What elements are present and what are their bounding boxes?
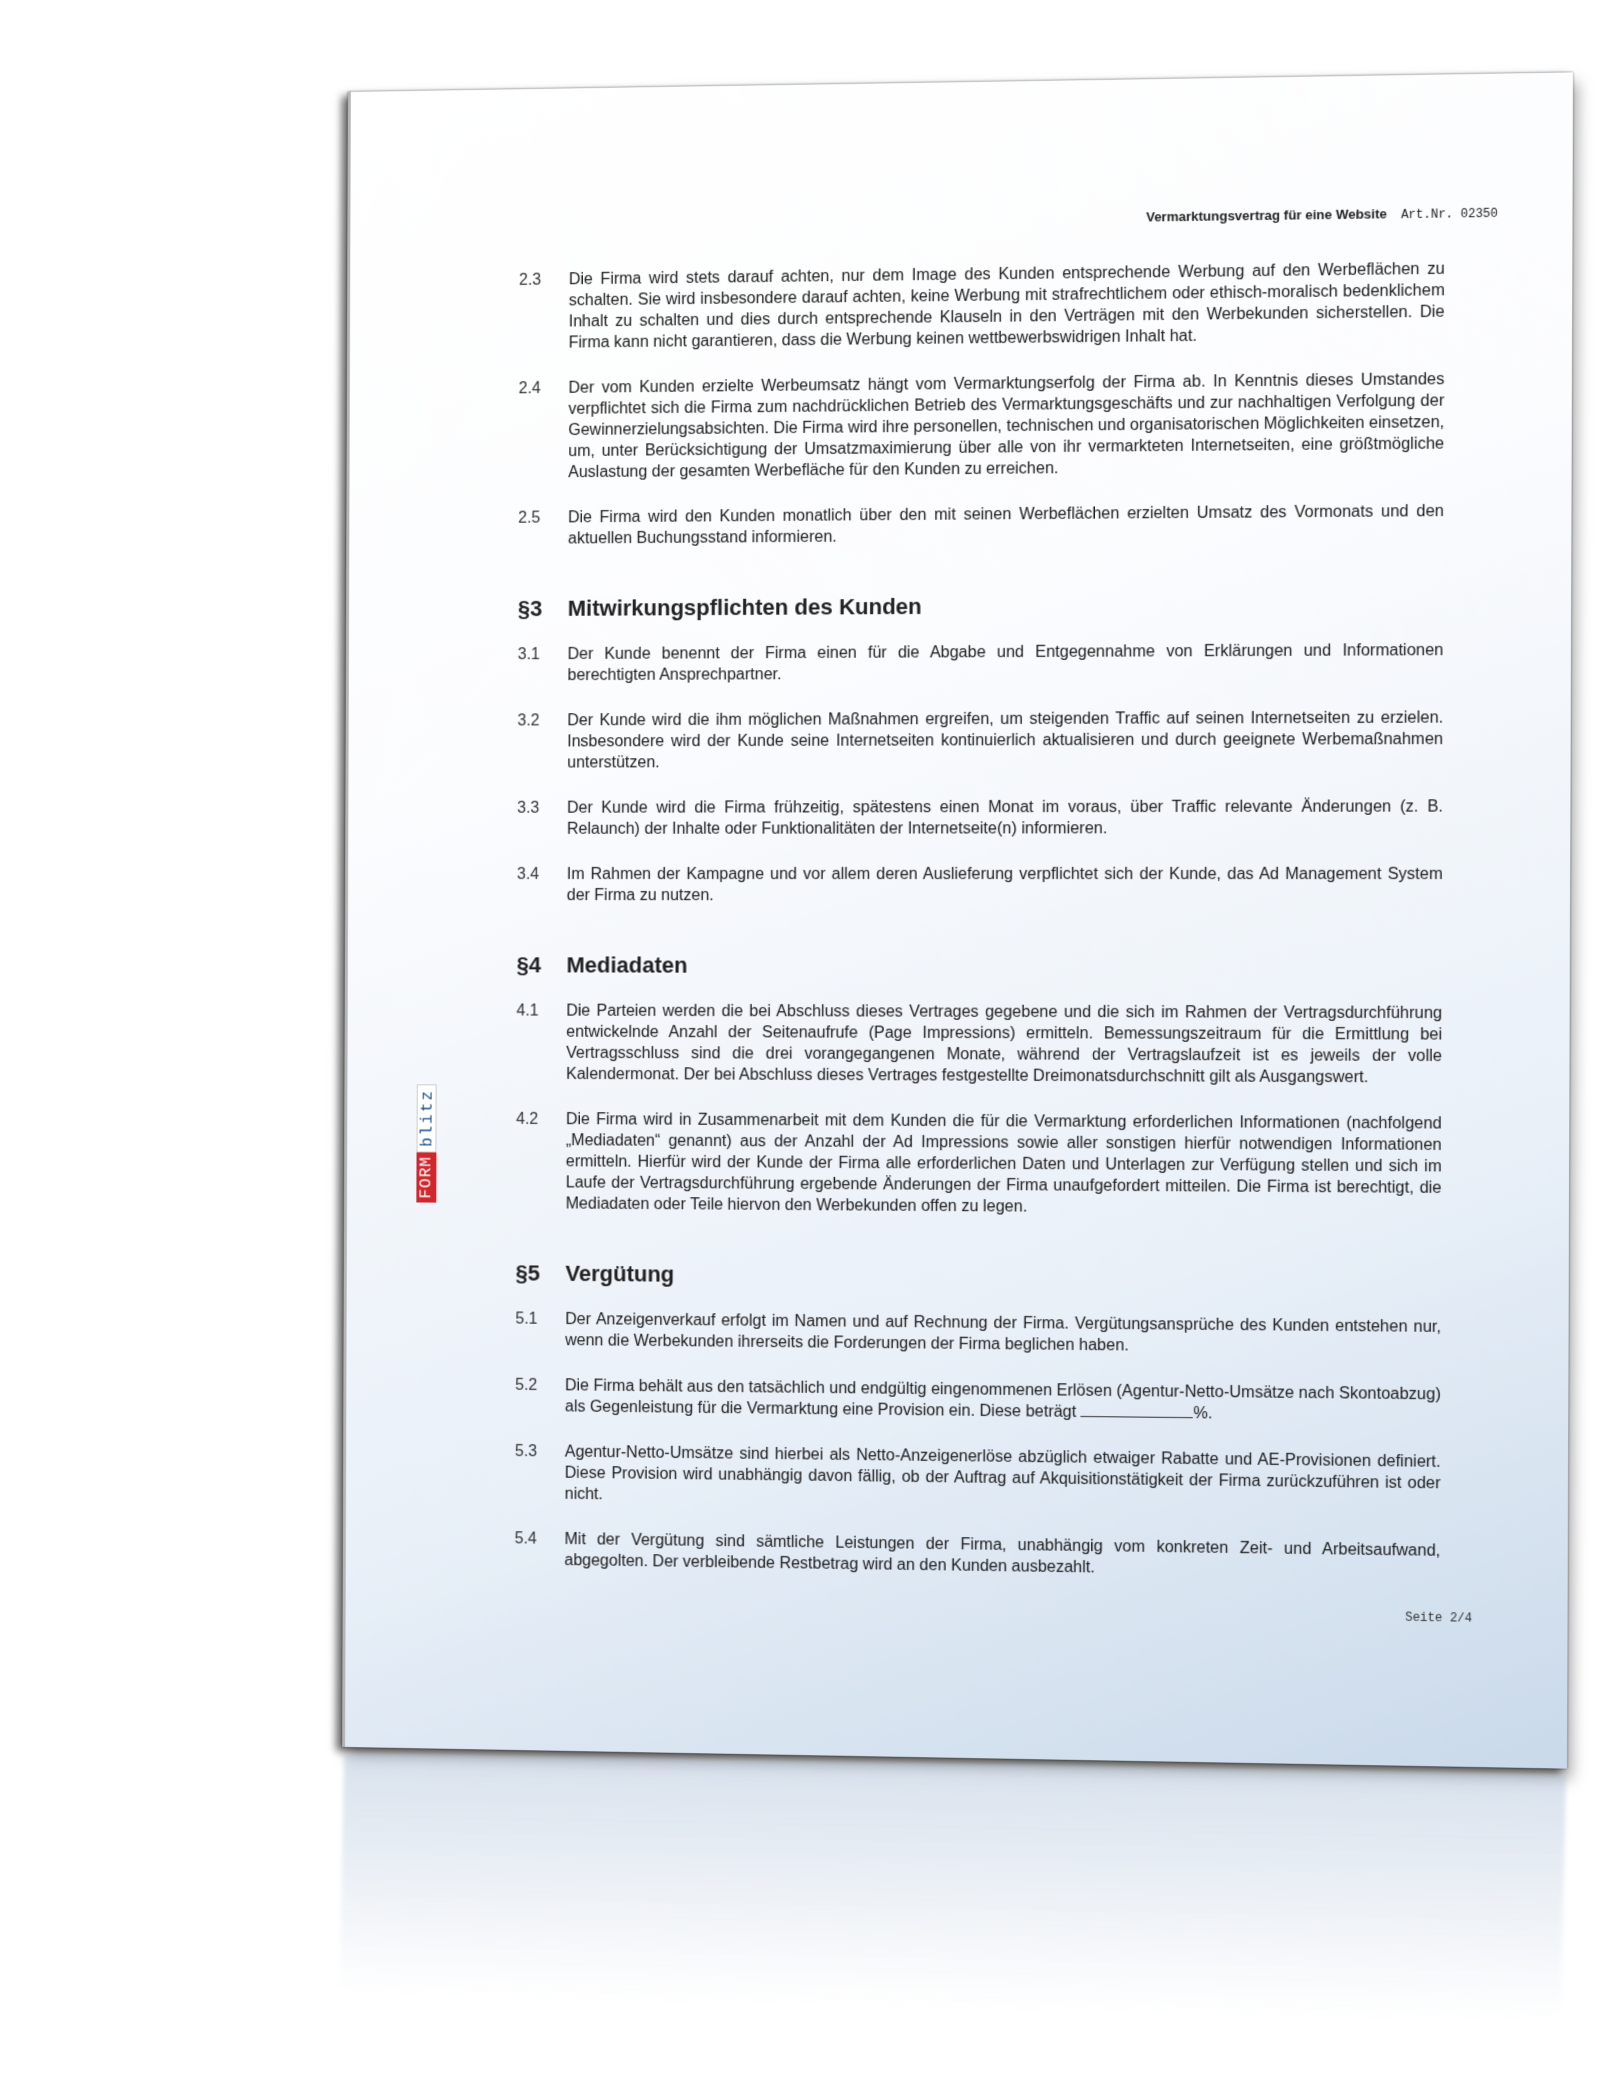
page-number: Seite 2/4 xyxy=(1405,1610,1473,1626)
clause-5-2 xyxy=(515,1375,1441,1427)
clause-text: Der Kunde wird die ihm möglichen Maßnahmen ergreifen, um steigenden Traffic auf seinen Internetseiten zu erzielen. Insbesondere wird der Kunde seine Internetseiten kontinuierlich aktualisieren und durch geeignete Werbemaßnahmen unterstützen. xyxy=(567,709,1444,772)
document-header xyxy=(1146,205,1498,226)
clause-text: Im Rahmen der Kampagne und vor allem deren Auslieferung verpflichtet sich der Kunde, das Ad Management System der Firma zu nutzen. xyxy=(566,865,1443,905)
clause-3-2 xyxy=(517,707,1443,773)
clause-number: 4.2 xyxy=(516,1110,539,1128)
clause-3-1 xyxy=(518,640,1444,687)
clause-number: 5.3 xyxy=(514,1442,538,1461)
section-number: §4 xyxy=(516,952,542,978)
percentage-blank-field[interactable] xyxy=(1081,1402,1193,1418)
clause-text-part: Die Firma behält aus den tatsächlich und endgültig eingenommenen Erlösen (Agentur-Netto-Umsätze nach Skontoabzug) als Gegenleistung für die Vermarktung eine Provision ein. Diese beträgt xyxy=(564,1377,1441,1421)
clause-number: 2.4 xyxy=(518,380,541,398)
clause-number: 5.2 xyxy=(515,1376,538,1395)
clause-number: 3.1 xyxy=(517,646,540,664)
section-title: Mediadaten xyxy=(566,952,688,978)
document-body xyxy=(514,258,1444,1607)
clause-number: 3.4 xyxy=(516,865,540,884)
document-title: Vermarktungsvertrag für eine Website xyxy=(1146,206,1387,225)
clause-text: Die Firma wird in Zusammenarbeit mit dem Kunden die für die Vermarktung erforderlichen Informationen (nachfolgend „Mediadaten“ genannt) aus der Anzahl der Ad Impressions sowie aller sonstigen hierfür notwendigen Informationen ermitteln. Hierfür wird der Kunde der Firma alle erforderlichen Daten und Unterlagen zur Verfügung stellen und sich im Laufe der Vertragsdurchführung ergebende Änderungen der Firma unaufgefordert mitteilen. Die Firma ist berechtigt, die Mediadaten oder Teile hiervon den Werbekunden offen zu legen. xyxy=(565,1111,1442,1216)
clause-text: Mit der Vergütung sind sämtliche Leistungen der Firma, unabhängig vom konkreten Zeit- und Arbeitsaufwand, abgegolten. Der verbleibende Restbetrag wird an den Kunden ausbezahlt. xyxy=(564,1530,1441,1577)
clause-number: 5.4 xyxy=(514,1530,537,1548)
section-number: §3 xyxy=(517,595,543,622)
clause-number: 4.1 xyxy=(516,1002,539,1020)
section-number: §5 xyxy=(515,1260,541,1286)
clause-3-4 xyxy=(517,864,1443,907)
clause-number: 2.3 xyxy=(518,271,542,289)
clause-text: Die Firma wird den Kunden monatlich über den mit seinen Werbeflächen erzielten Umsatz des Vormonats und den aktuellen Buchungsstand informieren. xyxy=(567,502,1445,548)
clause-4-1 xyxy=(516,1000,1442,1088)
section-heading-4 xyxy=(517,952,1443,980)
section-title: Vergütung xyxy=(565,1260,675,1287)
clause-number: 5.1 xyxy=(515,1310,538,1328)
page-sheet-wrapper xyxy=(342,72,1570,1768)
clause-text: Der Anzeigenverkauf erfolgt im Namen und auf Rechnung der Firma. Vergütungsansprüche des Kunden entstehen nur, wenn die Werbekunden ihrerseits die Forderungen der Firma beglichen haben. xyxy=(565,1310,1442,1355)
clause-2-3 xyxy=(519,258,1445,354)
clause-text: Die Parteien werden die bei Abschluss dieses Vertrages gegebene und die sich im Rahmen der Vertragsdurchführung entwickelnde Anzahl der Seitenaufrufe (Page Impressions) ermitteln. Bemessungszeitraum für die Ermittlung bei Vertragsschluss sind die drei vorangegangenen Monate, während der Vertragslaufzeit ist es jeweils der volle Kalendermonat. Der bei Abschluss dieses Vertrages festgestellte Dreimonatsdurchschnitt gilt als Ausgangswert. xyxy=(566,1002,1443,1087)
clause-text xyxy=(565,1375,1441,1427)
section-heading-5 xyxy=(516,1260,1442,1294)
formblitz-logo xyxy=(416,1052,436,1202)
clause-2-4 xyxy=(518,369,1444,484)
logo-form-text: FORM xyxy=(416,1152,436,1203)
clause-text: Der Kunde wird die Firma frühzeitig, spätestens einen Monat im voraus, über Traffic relevante Änderungen (z. B. Relaunch) der Inhalte oder Funktionalitäten der Internetseite(n) informieren. xyxy=(566,798,1443,838)
clause-number: 2.5 xyxy=(518,509,541,527)
logo-blitz-text: blitz xyxy=(417,1084,437,1152)
section-title: Mitwirkungspflichten des Kunden xyxy=(567,593,922,621)
clause-5-4 xyxy=(515,1528,1441,1583)
clause-4-2 xyxy=(516,1109,1442,1221)
clause-text: Der vom Kunden erzielte Werbeumsatz hängt vom Vermarktungserfolg der Firma ab. In Kenntnis dieses Umstandes verpflichtet sich die Firma zum nachdrücklichen Betrieb des Vermarktungsgeschäfts und zur nachhaltigen Verfolgung der Gewinnerzielungsabsichten. Die Firma wird ihre personellen, technischen und organisatorischen Möglichkeiten einsetzen, um, unter Berücksichtigung der Umsatzmaximierung über alle von ihr vermarkteten Internetseiten, eine größtmögliche Auslastung der gesamten Werbefläche für den Kunden zu erreichen. xyxy=(568,370,1445,482)
article-number: Art.Nr. 02350 xyxy=(1400,206,1498,223)
clause-2-5 xyxy=(518,501,1444,550)
clause-3-3 xyxy=(517,796,1443,840)
clause-number: 3.2 xyxy=(517,712,540,730)
clause-5-1 xyxy=(515,1308,1441,1359)
clause-text-suffix: %. xyxy=(1193,1404,1213,1423)
page-sheet xyxy=(342,72,1573,1768)
clause-text: Die Firma wird stets darauf achten, nur dem Image des Kunden entsprechende Werbung auf den Werbeflächen zu schalten. Sie wird insbesondere darauf achten, keine Werbung mit strafrechtlichem oder ethisch-moralisch bedenklichem Inhalt zu schalten und dies durch entsprechende Klauseln in den Verträgen mit den Werbekunden sicherstellen. Die Firma kann nicht garantieren, dass die Werbung keinen wettbewerbswidrigen Inhalt hat. xyxy=(568,260,1445,352)
page-reflection xyxy=(339,1754,1566,2022)
clause-5-3 xyxy=(515,1441,1441,1516)
clause-text: Der Kunde benennt der Firma einen für die Abgabe und Entgegennahme von Erklärungen und Informationen berechtigten Ansprechpartner. xyxy=(567,641,1444,685)
clause-number: 3.3 xyxy=(517,799,540,817)
section-heading-3 xyxy=(518,591,1444,622)
clause-text: Agentur-Netto-Umsätze sind hierbei als Netto-Anzeigenerlöse abzüglich etwaiger Rabatte und AE-Provisionen definiert. Diese Provision wird unabhängig davon fällig, ob der Auftrag auf Akquisitionstätigkeit der Firma zurückzuführen ist oder nicht. xyxy=(564,1443,1441,1504)
